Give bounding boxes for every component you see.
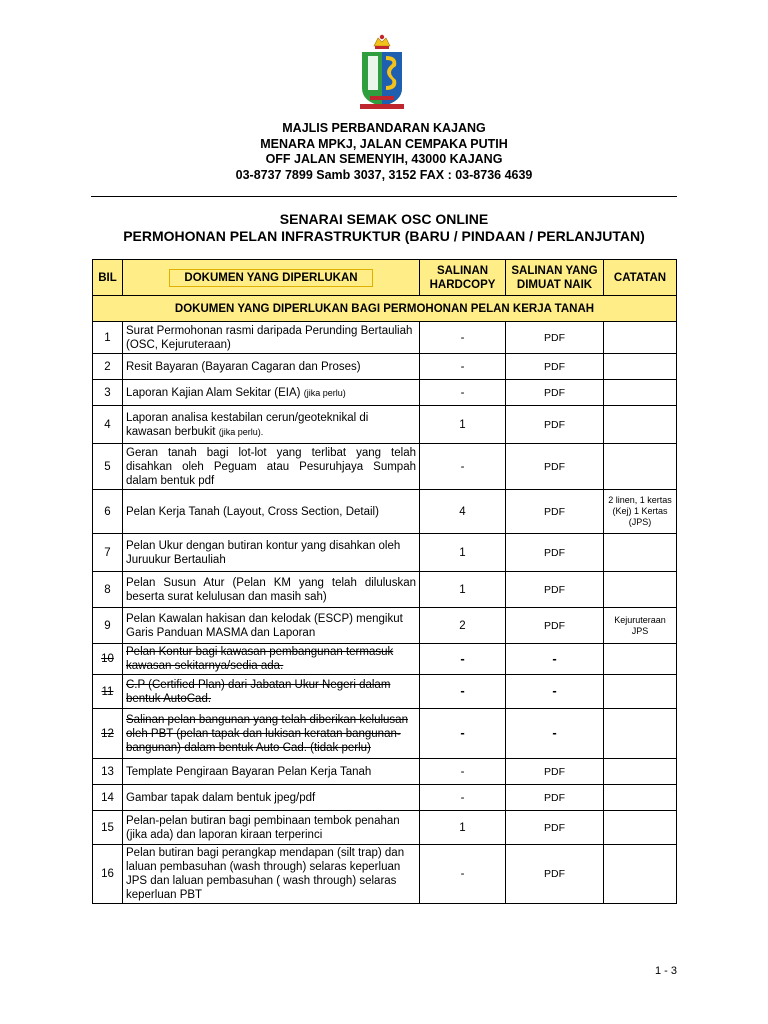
row-notes — [604, 354, 677, 380]
row-document-text: Pelan Kawalan hakisan dan kelodak (ESCP) mengikut Garis Panduan MASMA dan Laporan — [126, 612, 403, 639]
row-upload — [506, 785, 604, 811]
row-upload-value: PDF — [544, 460, 565, 473]
header-bil: BIL — [93, 260, 123, 296]
row-upload — [506, 572, 604, 608]
org-address-line1: MENARA MPKJ, JALAN CEMPAKA PUTIH — [260, 136, 508, 151]
row-number: 8 — [93, 572, 123, 608]
row-number: 3 — [93, 380, 123, 406]
row-document-text: C.P (Certified Plan) dari Jabatan Ukur Negeri dalam bentuk AutoCad. — [126, 678, 391, 705]
org-contact: 03-8737 7899 Samb 3037, 3152 FAX : 03-8736 4639 — [235, 167, 533, 182]
row-document — [123, 322, 420, 354]
table-row — [93, 406, 677, 444]
row-upload-value: PDF — [544, 418, 565, 431]
row-hardcopy — [420, 759, 506, 785]
table-row — [93, 572, 677, 608]
header-document-label: DOKUMEN YANG DIPERLUKAN — [169, 269, 372, 287]
row-document-text: Pelan butiran bagi perangkap mendapan (silt trap) dan laluan pembasuhan (wash through) selaras keperluan JPS dan laluan pembasuhan ( wash through) selaras keperluan PBT — [126, 847, 405, 901]
row-hardcopy — [420, 490, 506, 534]
row-hardcopy — [420, 444, 506, 490]
row-document — [123, 406, 420, 444]
org-address-line2: OFF JALAN SEMENYIH, 43000 KAJANG — [265, 152, 503, 166]
row-number: 7 — [93, 534, 123, 572]
row-notes — [604, 759, 677, 785]
row-upload-value: - — [552, 650, 557, 666]
row-document — [123, 534, 420, 572]
table-row — [93, 644, 677, 675]
row-notes — [604, 811, 677, 845]
table-row — [93, 444, 677, 490]
row-document — [123, 572, 420, 608]
row-notes — [604, 534, 677, 572]
row-document — [123, 709, 420, 759]
row-document — [123, 811, 420, 845]
row-notes — [604, 572, 677, 608]
row-upload — [506, 380, 604, 406]
row-notes: Kejuruteraan JPS — [604, 608, 677, 644]
row-notes: 2 linen, 1 kertas (Kej) 1 Kertas (JPS) — [604, 490, 677, 534]
header-divider — [91, 196, 677, 197]
row-hardcopy-value: 1 — [459, 546, 466, 559]
table-row — [93, 675, 677, 709]
row-document — [123, 608, 420, 644]
row-hardcopy-value: - — [460, 765, 465, 778]
table-row — [93, 709, 677, 759]
row-hardcopy-value: 1 — [459, 418, 466, 431]
row-document-text: Laporan analisa kestabilan cerun/geoteknikal di kawasan berbukit — [126, 411, 369, 438]
row-upload — [506, 354, 604, 380]
row-hardcopy — [420, 811, 506, 845]
org-name: MAJLIS PERBANDARAN KAJANG — [282, 121, 486, 135]
row-hardcopy — [420, 675, 506, 709]
header-upload: SALINAN YANG DIMUAT NAIK — [506, 260, 604, 296]
row-document — [123, 354, 420, 380]
row-hardcopy — [420, 406, 506, 444]
row-upload-value: PDF — [544, 360, 565, 373]
row-notes — [604, 380, 677, 406]
row-hardcopy — [420, 608, 506, 644]
row-document — [123, 675, 420, 709]
row-document-text: Surat Permohonan rasmi daripada Perunding Bertauliah (OSC, Kejuruteraan) — [126, 324, 413, 351]
table-row — [93, 490, 677, 534]
section-row — [93, 296, 677, 322]
row-number: 16 — [93, 845, 123, 904]
header-document — [123, 260, 420, 296]
row-upload — [506, 845, 604, 904]
row-notes — [604, 444, 677, 490]
row-hardcopy — [420, 322, 506, 354]
row-upload-value: PDF — [544, 791, 565, 804]
row-hardcopy-value: - — [460, 650, 465, 666]
row-hardcopy-value: - — [460, 868, 465, 880]
table-row — [93, 759, 677, 785]
row-hardcopy-value: - — [460, 683, 465, 698]
row-upload-value: PDF — [544, 546, 565, 559]
table-row — [93, 354, 677, 380]
row-notes — [604, 785, 677, 811]
table-row — [93, 534, 677, 572]
row-number: 5 — [93, 444, 123, 490]
page-number: 1 - 3 — [654, 965, 677, 977]
row-hardcopy — [420, 354, 506, 380]
row-upload-value: PDF — [544, 765, 565, 778]
row-number: 11 — [93, 675, 123, 709]
row-upload-value: PDF — [544, 619, 565, 632]
row-document-text: Pelan Kontur bagi kawasan pembangunan termasuk kawasan sekitarnya/sedia ada. — [126, 646, 394, 672]
row-upload-value: PDF — [544, 386, 565, 399]
section-title: DOKUMEN YANG DIPERLUKAN BAGI PERMOHONAN PELAN KERJA TANAH — [93, 296, 677, 322]
row-upload — [506, 675, 604, 709]
row-number: 1 — [93, 322, 123, 354]
row-document-text: Gambar tapak dalam bentuk jpeg/pdf — [126, 791, 316, 804]
row-number: 14 — [93, 785, 123, 811]
row-document-text: Resit Bayaran (Bayaran Cagaran dan Proses) — [126, 360, 361, 373]
row-upload-value: PDF — [544, 821, 565, 834]
row-upload — [506, 406, 604, 444]
table-row — [93, 380, 677, 406]
row-upload — [506, 444, 604, 490]
row-document-text: Geran tanah bagi lot-lot yang terlibat yang telah disahkan oleh Peguam atau Pesuruhjaya Sumpah dalam bentuk pdf — [126, 446, 416, 487]
checklist-table — [92, 259, 677, 904]
row-document-text: Salinan pelan bangunan yang telah diberikan kelulusan oleh PBT (pelan tapak dan lukisan keratan bangunan-bangunan) dalam bentuk Auto Cad. (tidak perlu) — [126, 713, 408, 754]
row-notes — [604, 406, 677, 444]
row-notes — [604, 322, 677, 354]
row-number: 12 — [93, 709, 123, 759]
row-hardcopy-value: - — [460, 791, 465, 804]
row-hardcopy — [420, 709, 506, 759]
row-document-text: Pelan Susun Atur (Pelan KM yang telah diluluskan beserta surat kelulusan dan masih sah) — [126, 576, 416, 603]
row-upload-value: PDF — [544, 505, 565, 518]
row-document-text: Pelan Kerja Tanah (Layout, Cross Section, Detail) — [126, 505, 379, 518]
title-line2: PERMOHONAN PELAN INFRASTRUKTUR (BARU / PINDAAN / PERLANJUTAN) — [123, 228, 645, 244]
row-number: 13 — [93, 759, 123, 785]
table-row — [93, 785, 677, 811]
row-hardcopy-value: 1 — [459, 583, 466, 596]
row-number: 10 — [93, 644, 123, 675]
row-document-note: (jika perlu) — [303, 387, 346, 398]
row-notes — [604, 709, 677, 759]
row-hardcopy — [420, 644, 506, 675]
row-notes — [604, 675, 677, 709]
row-upload-value: - — [552, 725, 557, 740]
row-hardcopy — [420, 785, 506, 811]
table-row — [93, 322, 677, 354]
row-upload — [506, 322, 604, 354]
row-document-text: Template Pengiraan Bayaran Pelan Kerja Tanah — [126, 765, 372, 778]
row-document — [123, 380, 420, 406]
row-document-text: Pelan-pelan butiran bagi pembinaan tembok penahan (jika ada) dan laporan kiraan terperinci — [126, 814, 400, 841]
row-document-note: (jika perlu). — [218, 426, 264, 437]
row-hardcopy — [420, 572, 506, 608]
row-hardcopy — [420, 845, 506, 904]
row-document-text: Laporan Kajian Alam Sekitar (EIA) — [126, 386, 301, 399]
document-title — [0, 211, 768, 245]
row-upload — [506, 608, 604, 644]
row-upload-value: PDF — [544, 583, 565, 596]
row-upload — [506, 534, 604, 572]
organization-header — [0, 121, 768, 183]
table-header-row — [93, 260, 677, 296]
row-hardcopy-value: - — [460, 360, 465, 373]
row-hardcopy-value: - — [460, 460, 465, 473]
row-number: 15 — [93, 811, 123, 845]
row-upload-value: - — [552, 683, 557, 698]
row-upload-value: PDF — [544, 331, 565, 344]
row-upload — [506, 490, 604, 534]
row-document — [123, 490, 420, 534]
table-row — [93, 608, 677, 644]
header-hardcopy: SALINAN HARDCOPY — [420, 260, 506, 296]
table-row — [93, 845, 677, 904]
row-document — [123, 644, 420, 675]
row-document — [123, 845, 420, 904]
row-hardcopy-value: - — [460, 331, 465, 344]
row-document — [123, 785, 420, 811]
row-hardcopy — [420, 534, 506, 572]
row-document — [123, 759, 420, 785]
row-notes — [604, 644, 677, 675]
row-hardcopy — [420, 380, 506, 406]
row-document-text: Pelan Ukur dengan butiran kontur yang disahkan oleh Juruukur Bertauliah — [126, 539, 401, 566]
row-document — [123, 444, 420, 490]
title-line1: SENARAI SEMAK OSC ONLINE — [279, 211, 489, 227]
row-number: 4 — [93, 406, 123, 444]
row-number: 9 — [93, 608, 123, 644]
row-hardcopy-value: - — [460, 386, 465, 399]
row-notes — [604, 845, 677, 904]
row-number: 2 — [93, 354, 123, 380]
row-number: 6 — [93, 490, 123, 534]
row-upload-value: PDF — [544, 868, 565, 880]
row-hardcopy-value: 4 — [459, 505, 466, 518]
row-upload — [506, 644, 604, 675]
table-row — [93, 811, 677, 845]
row-upload — [506, 811, 604, 845]
header-notes: CATATAN — [604, 260, 677, 296]
row-hardcopy-value: - — [460, 725, 465, 740]
row-upload — [506, 759, 604, 785]
row-upload — [506, 709, 604, 759]
council-logo-icon — [356, 32, 408, 112]
row-hardcopy-value: 2 — [459, 619, 466, 632]
row-hardcopy-value: 1 — [459, 821, 466, 834]
